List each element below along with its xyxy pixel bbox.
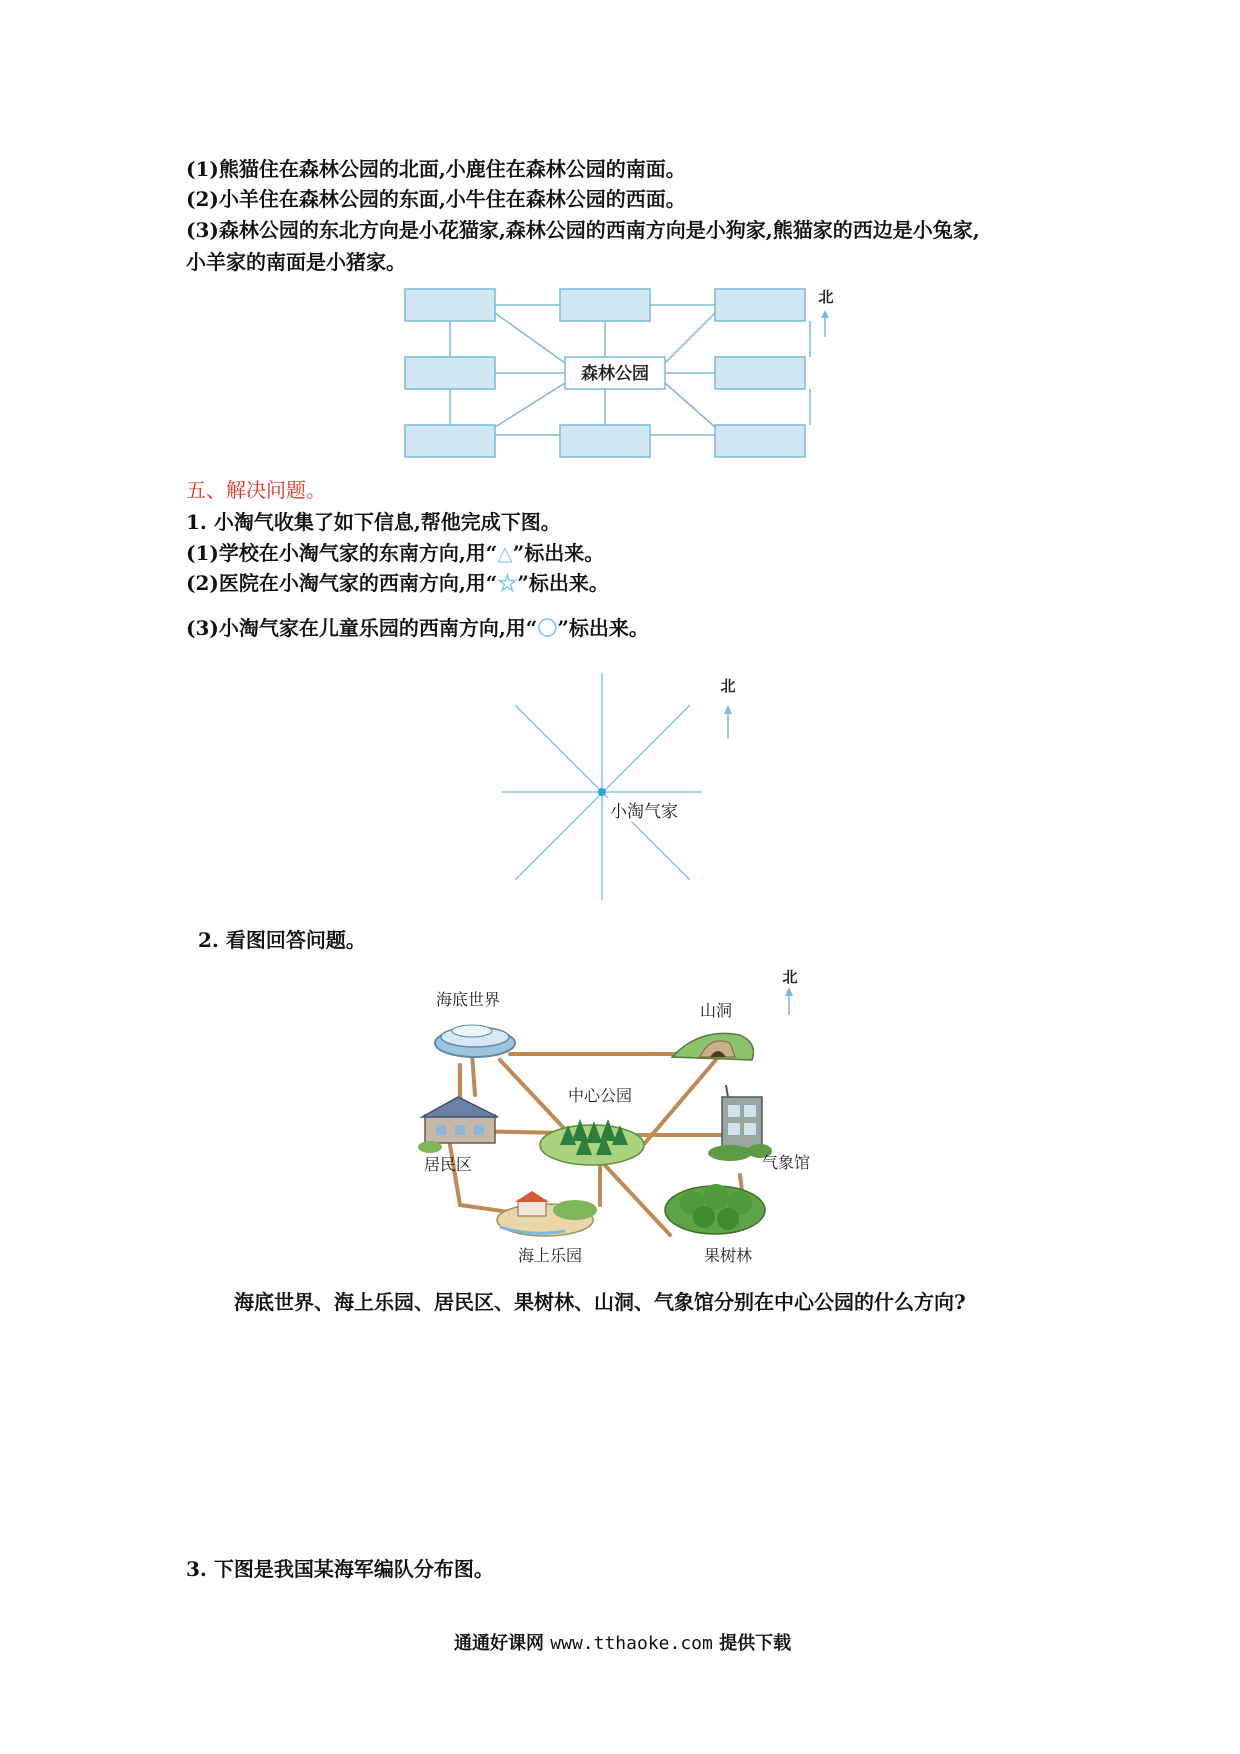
- home-label: 小淘气家: [610, 802, 678, 822]
- compass-diagram: [490, 665, 760, 910]
- weather-station-label: 气象馆: [761, 1153, 811, 1172]
- problem-2-question: 海底世界、海上乐园、居民区、果树林、山洞、气象馆分别在中心公园的什么方向?: [234, 1290, 966, 1314]
- question-line-3: (3)森林公园的东北方向是小花猫家,森林公园的西南方向是小狗家,熊猫家的西边是小兔家,: [186, 218, 980, 242]
- home-point: [598, 788, 606, 796]
- forest-park-label: 森林公园: [581, 364, 649, 384]
- cave-label: 山洞: [699, 1001, 733, 1020]
- step-1-text: (1)学校在小淘气家的东南方向,用“: [186, 541, 498, 565]
- step-2-text-end: ”标出来。: [517, 571, 609, 595]
- star-icon: ☆: [497, 571, 518, 595]
- triangle-icon: △: [497, 541, 513, 565]
- forest-park-diagram: [400, 285, 840, 465]
- answer-box-n[interactable]: [560, 289, 650, 321]
- problem-1-step-2: [186, 571, 609, 595]
- north-arrow-icon: [785, 987, 793, 996]
- answer-box-nw[interactable]: [405, 289, 495, 321]
- footer-url[interactable]: www.tthaoke.com: [550, 1633, 713, 1654]
- footer-site: 通通好课网: [454, 1633, 544, 1654]
- weather-station-icon: [708, 1085, 772, 1161]
- sea-park-icon: [497, 1191, 597, 1236]
- north-arrow-icon: [821, 310, 829, 318]
- answer-box-ne[interactable]: [715, 289, 805, 321]
- footer: [454, 1632, 791, 1656]
- undersea-world-label: 海底世界: [435, 990, 501, 1009]
- center-park-label: 中心公园: [567, 1086, 633, 1105]
- footer-suffix: 提供下载: [719, 1633, 792, 1654]
- answer-box-se[interactable]: [715, 425, 805, 457]
- undersea-world-icon: [435, 1025, 515, 1057]
- step-1-text-end: ”标出来。: [512, 541, 605, 565]
- north-label: 北: [818, 288, 834, 306]
- question-line-1: (1)熊猫住在森林公园的北面,小鹿住在森林公园的南面。: [186, 157, 686, 181]
- step-2-text: (2)医院在小淘气家的西南方向,用“: [186, 571, 498, 595]
- answer-box-e[interactable]: [715, 357, 805, 389]
- step-3-text: (3)小淘气家在儿童乐园的西南方向,用“: [186, 616, 538, 640]
- problem-1-intro: 1. 小淘气收集了如下信息,帮他完成下图。: [186, 510, 561, 534]
- answer-box-s[interactable]: [560, 425, 650, 457]
- problem-1-step-3: [186, 616, 649, 640]
- question-line-2: (2)小羊住在森林公园的东面,小牛住在森林公园的西面。: [186, 187, 686, 211]
- answer-box-w[interactable]: [405, 357, 495, 389]
- park-map: [400, 965, 850, 1270]
- answer-box-sw[interactable]: [405, 425, 495, 457]
- orchard-label: 果树林: [703, 1246, 753, 1265]
- orchard-icon: [665, 1184, 765, 1234]
- residential-label: 居民区: [423, 1155, 473, 1174]
- north-label-2: 北: [720, 677, 736, 695]
- residential-icon: [418, 1097, 498, 1153]
- step-3-text-end: ”标出来。: [557, 616, 649, 640]
- cave-icon: [672, 1033, 754, 1060]
- question-line-3-cont: 小羊家的南面是小猪家。: [186, 250, 406, 274]
- problem-1-step-1: [186, 541, 604, 565]
- center-park-icon: [540, 1119, 644, 1165]
- north-label-3: 北: [782, 968, 798, 986]
- circle-icon: 〇: [537, 616, 558, 640]
- north-arrow-icon: [724, 705, 732, 714]
- problem-3-title: 3. 下图是我国某海军编队分布图。: [186, 1557, 494, 1581]
- problem-2-title: 2. 看图回答问题。: [198, 928, 366, 952]
- sea-park-label: 海上乐园: [517, 1246, 583, 1265]
- section-title: 五、解决问题。: [186, 478, 326, 502]
